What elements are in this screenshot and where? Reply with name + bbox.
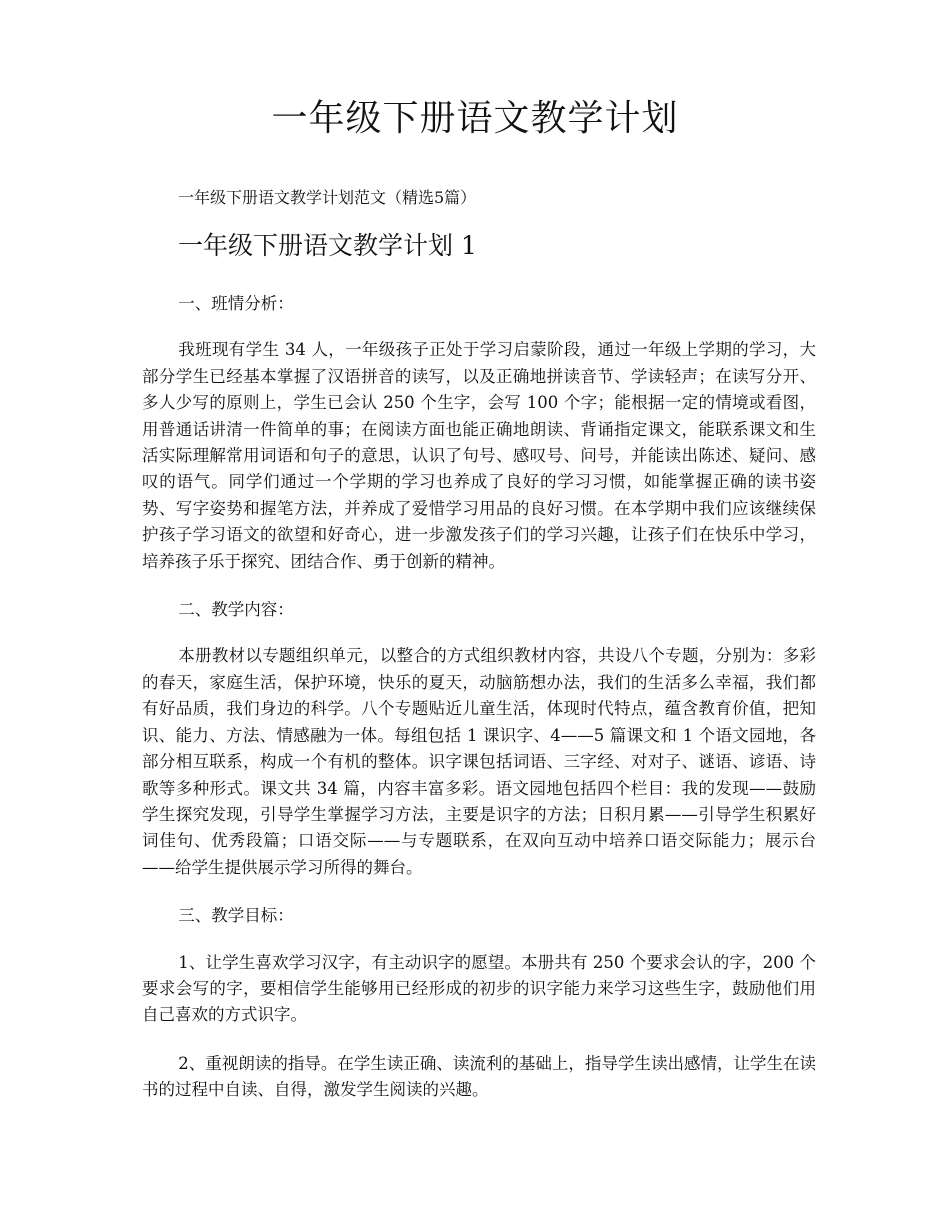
document-title: 一年级下册语文教学计划 — [271, 98, 679, 139]
document-body — [142, 291, 816, 1126]
paragraph-class-analysis: 我班现有学生 34 人，一年级孩子正处于学习启蒙阶段，通过一年级上学期的学习，大部分学生已经基本掌握了汉语拼音的读写，以及正确地拼读音节、学读轻声；在读写分开、多人少写的原则上，学生已会认 250 个生字，会写 100 个字；能根据一定的情境或看图，用普通话讲清一件简单的事；在阅读方面也能正确地朗读、背诵指定课文，能联系课文和生活实际理解常用词语和句子的意思，认识了句号、感叹号、问号，并能读出陈述、疑问、感叹的语气。同学们通过一个学期的学习也养成了良好的学习习惯，如能掌握正确的读书姿势、写字姿势和握笔方法，并养成了爱惜学习用品的良好习惯。在本学期中我们应该继续保护孩子学习语文的欲望和好奇心，进一步激发孩子们的学习兴趣，让孩子们在快乐中学习，培养孩子乐于探究、团结合作、勇于创新的精神。 — [142, 340, 816, 571]
heading-teaching-goals: 三、教学目标： — [178, 906, 294, 926]
heading-teaching-content: 二、教学内容： — [178, 600, 294, 620]
paragraph-goal-2: 2、重视朗读的指导。在学生读正确、读流利的基础上，指导学生读出感情，让学生在读书的过程中自读、自得，激发学生阅读的兴趣。 — [142, 1053, 816, 1100]
paragraph-goal-1: 1、让学生喜欢学习汉字，有主动识字的愿望。本册共有 250 个要求会认的字，200 个要求会写的字，要相信学生能够用已经形成的初步的识字能力来学习这些生字，鼓励他们用自己喜欢的方式识字。 — [142, 952, 816, 1025]
heading-class-analysis: 一、班情分析： — [178, 294, 294, 313]
section-heading: 一年级下册语文教学计划 1 — [178, 231, 477, 260]
paragraph-teaching-content: 本册教材以专题组织单元，以整合的方式组织教材内容，共设八个专题，分别为：多彩的春天，家庭生活，保护环境，快乐的夏天，动脑筋想办法，我们的生活多么幸福，我们都有好品质，我们身边的科学。八个专题贴近儿童生活，体现时代特点，蕴含教育价值，把知识、能力、方法、情感融为一体。每组包括 1 课识字、4——5 篇课文和 1 个语文园地，各部分相互联系，构成一个有机的整体。识字课包括词语、三字经、对对子、谜语、谚语、诗歌等多种形式。课文共 34 篇，内容丰富多彩。语文园地包括四个栏目：我的发现——鼓励学生探究发现，引导学生掌握学习方法，主要是识字的方法；日积月累——引导学生积累好词佳句、优秀段篇；口语交际——与专题联系，在双向互动中培养口语交际能力；展示台——给学生提供展示学习所得的舞台。 — [142, 646, 816, 877]
document-subtitle: 一年级下册语文教学计划范文（精选5篇） — [178, 188, 477, 207]
